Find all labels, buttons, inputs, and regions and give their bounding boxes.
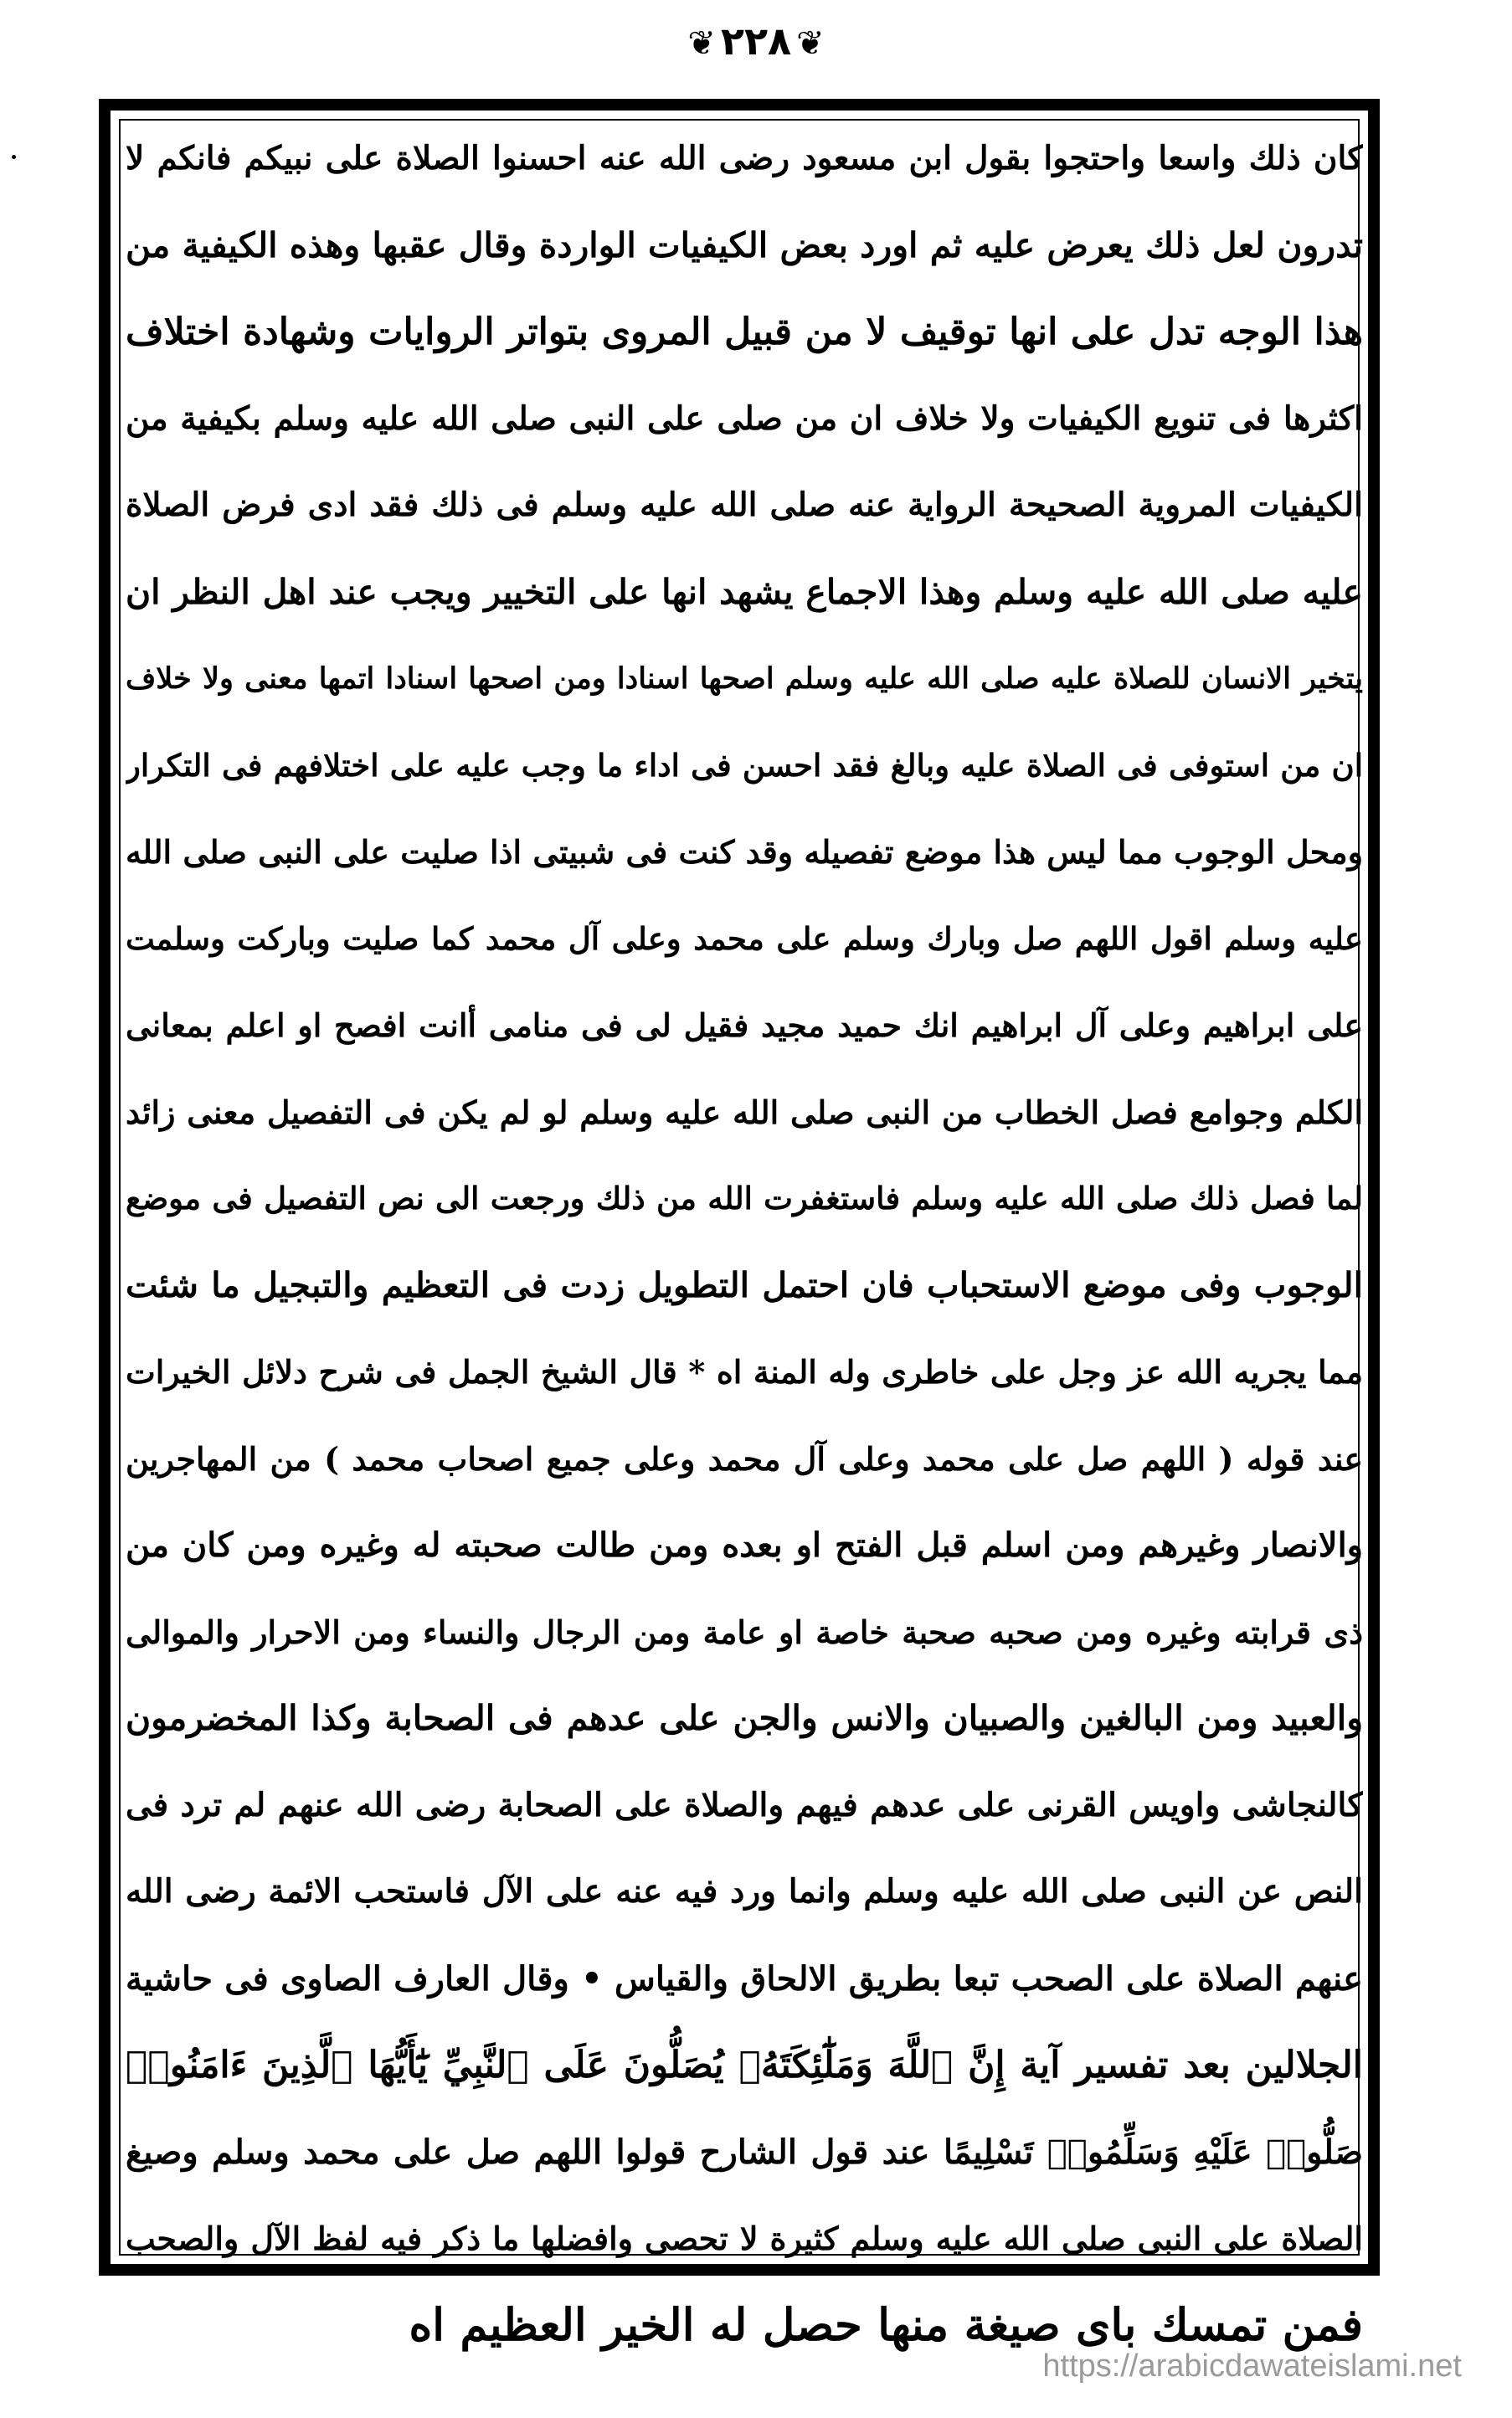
quran-verse-line: صَلُّوا۟ عَلَيْهِ وَسَلِّمُوا۟ تَسْلِيمًا عند قول الشارح قولوا اللهم صل على محمد وسلم وصيغ	[126, 2132, 1363, 2172]
text-line: الوجوب وفى موضع الاستحباب فان احتمل التطويل زدت فى التعظيم والتبجيل ما شئت	[126, 1264, 1363, 1305]
text-line: اكثرها فى تنويع الكيفيات ولا خلاف ان من صلى على النبى صلى الله عليه وسلم بكيفية من	[126, 399, 1363, 438]
text-line: على ابراهيم وعلى آل ابراهيم انك حميد مجيد فقيل لى فى منامى أانت افصح او اعلم بمعانى	[126, 1006, 1363, 1044]
text-line: هذا الوجه تدل على انها توقيف لا من قبيل المروى بتواتر الروايات وشهادة اختلاف	[126, 311, 1363, 353]
quran-verse-line: الجلالين بعد تفسير آية إِنَّ ٱللَّهَ وَمَلَٰٓئِكَتَهُۥ يُصَلُّونَ عَلَى ٱلنَّبِيِّ يَٰٓأَيُّهَا ٱلَّذِينَ ءَامَنُوا۟	[126, 2044, 1363, 2086]
text-line: يتخير الانسان للصلاة عليه صلى الله عليه وسلم اصحها اسنادا ومن اصحها اسنادا اتمها معنى ولا خلاف	[126, 661, 1363, 696]
text-line: عنهم الصلاة على الصحب تبعا بطريق الالحاق والقياس • وقال العارف الصاوى فى حاشية	[126, 1958, 1363, 1999]
text-line: عليه وسلم اقول اللهم صل وبارك وسلم على محمد وعلى آل محمد كما صليت وباركت وسلمت	[126, 919, 1363, 957]
text-line: الكيفيات المروية الصحيحة الرواية عنه صلى الله عليه وسلم فى ذلك فقد ادى فرض الصلاة	[126, 486, 1363, 524]
text-line: كالنجاشى واويس القرنى على عدهم فيهم والصلاة على الصحابة رضى الله عنهم لم ترد فى	[126, 1785, 1363, 1824]
text-line: تدرون لعل ذلك يعرض عليه ثم اورد بعض الكيفيات الواردة وقال عقبها وهذه الكيفية من	[126, 224, 1363, 265]
text-line: والانصار وغيرهم ومن اسلم قبل الفتح او بعده ومن طالت صحبته له وغيره ومن كان من	[126, 1525, 1363, 1565]
text-line: الكلم وجوامع فصل الخطاب من النبى صلى الله عليه وسلم لو لم يكن فى التفصيل معنى زائد	[126, 1093, 1363, 1131]
page-number-text: ۲۲۸	[720, 18, 792, 64]
watermark-url: https://arabicdawateislami.net	[1042, 2349, 1462, 2384]
ornament-right-icon: ❦	[687, 24, 716, 63]
text-body	[126, 116, 1363, 2369]
text-line: ان من استوفى فى الصلاة عليه وبالغ فقد احسن فى اداء ما وجب عليه على اختلافهم فى التكرار	[126, 746, 1363, 784]
page-number	[0, 18, 1512, 64]
text-line: عليه صلى الله عليه وسلم وهذا الاجماع يشهد انها على التخيير ويجب عند اهل النظر ان	[126, 571, 1363, 612]
text-line: النص عن النبى صلى الله عليه وسلم وانما ورد فيه عنه على الآل فاستحب الائمة رضى الله	[126, 1872, 1363, 1911]
stray-mark	[12, 155, 16, 159]
text-line: مما يجريه الله عز وجل على خاطرى وله المنة اه * قال الشيخ الجمل فى شرح دلائل الخيرات	[126, 1353, 1363, 1391]
ornament-left-icon: ❦	[796, 24, 825, 63]
text-line: لما فصل ذلك صلى الله عليه وسلم فاستغفرت الله من ذلك ورجعت الى نص التفصيل فى موضع	[126, 1180, 1363, 1217]
text-line: والعبيد ومن البالغين والصبيان والانس والجن على عدهم فى الصحابة وكذا المخضرمون	[126, 1698, 1363, 1738]
text-line: ومحل الوجوب مما ليس هذا موضع تفصيله وقد كنت فى شبيتى اذا صليت على النبى صلى الله	[126, 833, 1363, 871]
text-line-last: فمن تمسك باى صيغة منها حصل له الخير العظيم اه	[409, 2298, 1363, 2351]
text-line: ذى قرابته وغيره ومن صحبه صحبة خاصة او عامة ومن الرجال والنساء ومن الاحرار والموالى	[126, 1613, 1363, 1651]
text-line: كان ذلك واسعا واحتجوا بقول ابن مسعود رضى الله عنه احسنوا الصلاة على نبيكم فانكم لا	[126, 139, 1363, 177]
text-line: الصلاة على النبى صلى الله عليه وسلم كثيرة لا تحصى وافضلها ما ذكر فيه لفظ الآل والصحب	[126, 2220, 1363, 2257]
text-line: عند قوله ( اللهم صل على محمد وعلى آل محمد وعلى جميع اصحاب محمد ) من المهاجرين	[126, 1439, 1363, 1478]
